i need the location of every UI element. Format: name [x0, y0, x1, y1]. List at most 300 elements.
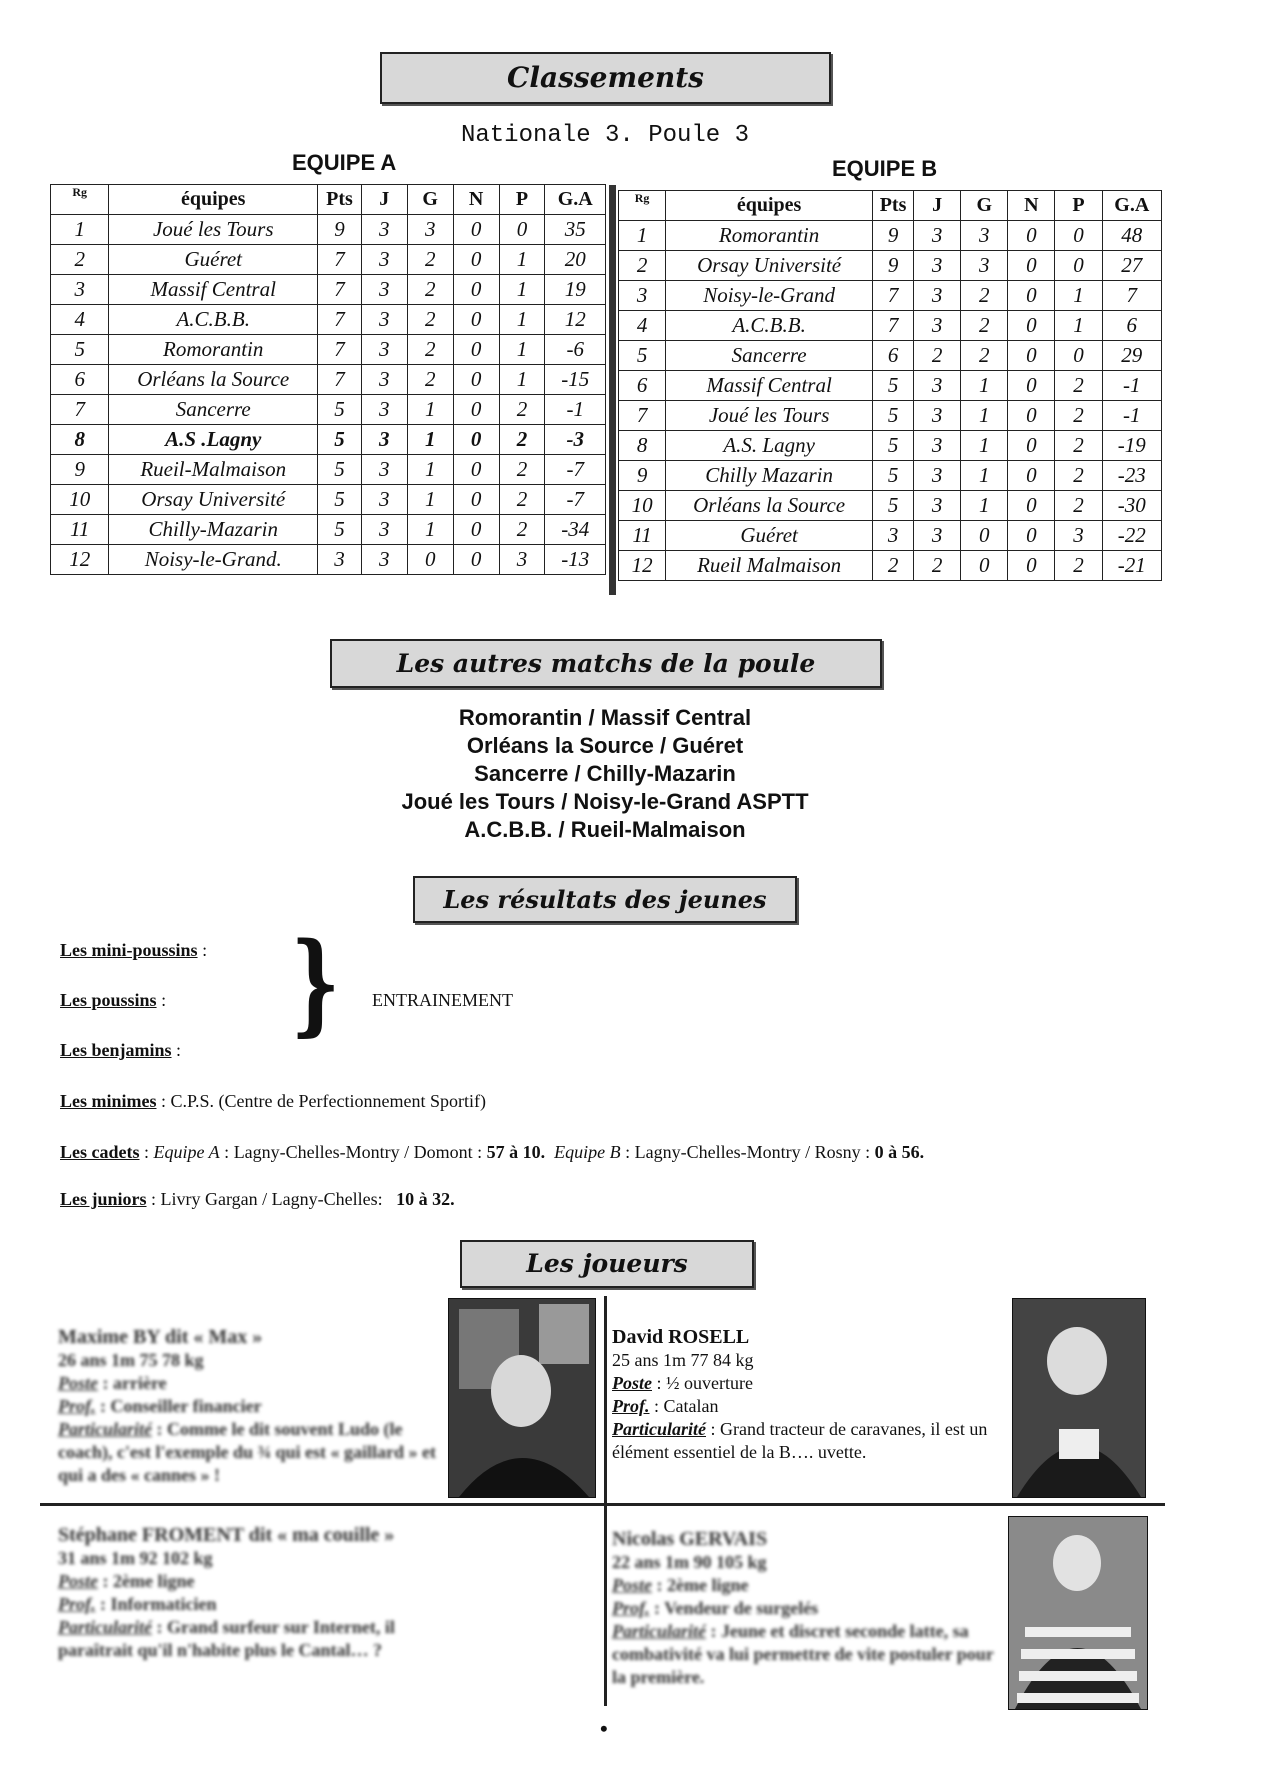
table-cell: 0 [1008, 221, 1055, 251]
table-cell: 3 [361, 545, 407, 575]
table-cell: 2 [619, 251, 666, 281]
table-cell: 8 [51, 425, 109, 455]
table-cell: 2 [407, 305, 453, 335]
table-cell: 2 [1055, 461, 1102, 491]
benjamins-label: Les benjamins [60, 1040, 172, 1060]
table-header-row [51, 185, 606, 215]
table-cell: 3 [499, 545, 545, 575]
table-cell: 0 [1055, 341, 1102, 371]
table-cell: 5 [318, 485, 362, 515]
minimes-row: Les minimes : C.P.S. (Centre de Perfectionnement Sportif) [60, 1091, 486, 1111]
table-cell: 1 [499, 305, 545, 335]
table-cell: 0 [453, 215, 499, 245]
joueurs-title: Les joueurs [526, 1249, 688, 1278]
table-cell: 5 [318, 395, 362, 425]
table-cell: 2 [407, 365, 453, 395]
column-header: J [914, 191, 961, 221]
table-row [51, 455, 606, 485]
table-row [619, 431, 1162, 461]
table-row [619, 341, 1162, 371]
table-cell: 7 [318, 305, 362, 335]
table-cell: Noisy-le-Grand. [109, 545, 318, 575]
mini-poussins-label: Les mini-poussins [60, 940, 198, 960]
prof-label: Prof. [612, 1598, 650, 1618]
table-cell: 2 [499, 515, 545, 545]
table-cell: 0 [453, 425, 499, 455]
table-cell: 2 [407, 275, 453, 305]
table-cell: -13 [545, 545, 606, 575]
table-cell: -7 [545, 455, 606, 485]
table-cell: A.S .Lagny [109, 425, 318, 455]
column-header: G [407, 185, 453, 215]
player-particularite: Jeune et discret seconde latte, sa combativité va lui permettre de vite postuler pour la première. [612, 1621, 994, 1687]
table-cell: 1 [1055, 311, 1102, 341]
minimes-text: C.P.S. (Centre de Perfectionnement Sportif) [170, 1091, 486, 1111]
table-cell: 9 [318, 215, 362, 245]
table-cell: 3 [361, 485, 407, 515]
table-cell: 0 [453, 455, 499, 485]
table-cell: 3 [961, 221, 1008, 251]
table-cell: 2 [499, 425, 545, 455]
table-cell: 0 [453, 515, 499, 545]
table-cell: Sancerre [666, 341, 873, 371]
poussins-row: Les poussins : [60, 990, 167, 1010]
joueurs-banner [460, 1240, 754, 1288]
poste-label: Poste [58, 1571, 98, 1591]
table-row [619, 281, 1162, 311]
table-cell: Orsay Université [109, 485, 318, 515]
player-particularite: Comme le dit souvent Ludo (le coach), c'est l'exemple du ¾ qui est « gaillard » et qui a des « cannes » ! [58, 1419, 436, 1485]
player-poste: 2ème ligne [667, 1575, 749, 1595]
table-cell: 35 [545, 215, 606, 245]
player-photo-4-drawing [1009, 1517, 1147, 1709]
table-cell: 0 [1055, 221, 1102, 251]
table-cell: Joué les Tours [109, 215, 318, 245]
table-cell: 1 [407, 515, 453, 545]
table-cell: 5 [873, 461, 914, 491]
player-prof: Vendeur de surgelés [664, 1598, 819, 1618]
table-cell: Guéret [109, 245, 318, 275]
table-cell: 1 [1055, 281, 1102, 311]
table-row [619, 551, 1162, 581]
table-header-row [619, 191, 1162, 221]
table-row [619, 371, 1162, 401]
table-cell: 1 [499, 335, 545, 365]
column-header: G [961, 191, 1008, 221]
table-cell: 1 [961, 491, 1008, 521]
table-cell: 3 [361, 245, 407, 275]
table-cell: 3 [51, 275, 109, 305]
table-row [51, 335, 606, 365]
table-cell: 3 [914, 251, 961, 281]
player-photo-2 [1012, 1298, 1146, 1498]
player-grid-divider-vertical [604, 1296, 607, 1706]
table-cell: Noisy-le-Grand [666, 281, 873, 311]
player-particularite: Grand tracteur de caravanes, il est un élément essentiel de la B…. uvette. [612, 1419, 988, 1462]
table-cell: 6 [51, 365, 109, 395]
table-cell: 7 [318, 365, 362, 395]
autres-matchs-banner [330, 639, 882, 688]
table-cell: -19 [1102, 431, 1161, 461]
column-header: N [1008, 191, 1055, 221]
table-cell: 3 [914, 371, 961, 401]
table-cell: 7 [873, 281, 914, 311]
table-cell: A.S. Lagny [666, 431, 873, 461]
column-header: Pts [873, 191, 914, 221]
juniors-match: Livry Gargan / Lagny-Chelles: [160, 1189, 383, 1209]
table-cell: -34 [545, 515, 606, 545]
table-cell: 2 [407, 245, 453, 275]
column-header: Rg [51, 185, 109, 215]
equipe-b-standings-table [618, 190, 1162, 581]
table-cell: -1 [1102, 401, 1161, 431]
table-cell: 2 [961, 341, 1008, 371]
table-cell: A.C.B.B. [109, 305, 318, 335]
table-cell: 1 [51, 215, 109, 245]
juniors-row: Les juniors : Livry Gargan / Lagny-Chelles: 10 à 32. [60, 1189, 455, 1209]
table-cell: -6 [545, 335, 606, 365]
column-header: J [361, 185, 407, 215]
table-row [51, 305, 606, 335]
entrainement-text: ENTRAINEMENT [372, 990, 513, 1010]
table-cell: 8 [619, 431, 666, 461]
table-cell: 0 [1008, 521, 1055, 551]
particularite-label: Particularité [58, 1617, 152, 1637]
table-cell: 3 [361, 215, 407, 245]
table-cell: 2 [1055, 431, 1102, 461]
table-cell: 3 [361, 425, 407, 455]
prof-label: Prof. [612, 1396, 650, 1416]
player-particularite: Grand surfeur sur Internet, il paraîtrait qu'il n'habite plus le Cantal… ? [58, 1617, 395, 1660]
table-cell: -1 [1102, 371, 1161, 401]
table-cell: 9 [51, 455, 109, 485]
table-cell: 0 [453, 395, 499, 425]
table-cell: Joué les Tours [666, 401, 873, 431]
table-cell: -22 [1102, 521, 1161, 551]
table-cell: 2 [1055, 551, 1102, 581]
table-cell: -23 [1102, 461, 1161, 491]
page-mark: • [600, 1716, 608, 1741]
table-cell: -7 [545, 485, 606, 515]
table-cell: 12 [51, 545, 109, 575]
cadets-b-score: 0 à 56. [874, 1142, 925, 1162]
table-cell: 3 [361, 305, 407, 335]
player-card-3: Stéphane FROMENT dit « ma couille » 31 ans 1m 92 102 kg Poste : 2ème ligne Prof. : Informaticien Particularité : Grand surfeur sur Internet, il paraîtrait qu'il n'habite plus le Cantal… ? [58, 1524, 448, 1662]
table-separator [609, 185, 616, 595]
table-cell: 3 [361, 395, 407, 425]
table-cell: -1 [545, 395, 606, 425]
table-row [619, 401, 1162, 431]
player-name: Nicolas GERVAIS [612, 1528, 768, 1550]
prof-label: Prof. [58, 1594, 96, 1614]
table-cell: 1 [407, 425, 453, 455]
table-cell: 3 [914, 311, 961, 341]
table-cell: 6 [1102, 311, 1161, 341]
table-cell: 10 [51, 485, 109, 515]
player-poste: arrière [113, 1373, 167, 1393]
table-row [51, 515, 606, 545]
table-row [51, 425, 606, 455]
table-cell: 2 [914, 341, 961, 371]
cadets-row: Les cadets : Equipe A : Lagny-Chelles-Montry / Domont : 57 à 10. Equipe B : Lagny-Chelles-Montry / Rosny : 0 à 56. [60, 1142, 925, 1162]
classements-title: Classements [507, 61, 704, 94]
table-row [51, 485, 606, 515]
column-header: équipes [109, 185, 318, 215]
table-cell: 3 [914, 431, 961, 461]
table-cell: -30 [1102, 491, 1161, 521]
column-header: G.A [1102, 191, 1161, 221]
equipe-b-label: EQUIPE B [832, 156, 938, 181]
table-cell: 2 [1055, 371, 1102, 401]
cadets-b-label: Equipe B [554, 1142, 621, 1162]
player-stats: 31 ans 1m 92 102 kg [58, 1548, 213, 1568]
table-cell: 0 [1008, 281, 1055, 311]
table-cell: 1 [961, 401, 1008, 431]
table-row [51, 245, 606, 275]
table-cell: 9 [873, 221, 914, 251]
table-cell: 5 [873, 491, 914, 521]
table-cell: 0 [1008, 461, 1055, 491]
table-row [51, 275, 606, 305]
table-cell: 0 [1008, 311, 1055, 341]
table-cell: 0 [961, 551, 1008, 581]
column-header: équipes [666, 191, 873, 221]
benjamins-row: Les benjamins : [60, 1040, 182, 1060]
table-cell: 3 [361, 365, 407, 395]
player-prof: Conseiller financier [110, 1396, 262, 1416]
prof-label: Prof. [58, 1396, 96, 1416]
table-row [619, 521, 1162, 551]
particularite-label: Particularité [58, 1419, 152, 1439]
table-cell: 3 [914, 491, 961, 521]
table-cell: 2 [51, 245, 109, 275]
table-cell: 1 [499, 275, 545, 305]
cadets-a-match: Lagny-Chelles-Montry / Domont : [233, 1142, 483, 1162]
table-cell: 3 [361, 335, 407, 365]
player-card-1: Maxime BY dit « Max » 26 ans 1m 75 78 kg Poste : arrière Prof. : Conseiller financier Particularité : Comme le dit souvent Ludo (le coach), c'est l'exemple du ¾ qui est « gaillard » et qui a des « cannes » ! [58, 1326, 448, 1487]
table-cell: 5 [873, 401, 914, 431]
table-cell: 0 [961, 521, 1008, 551]
table-cell: 9 [619, 461, 666, 491]
table-cell: 0 [1008, 491, 1055, 521]
autres-matchs-title: Les autres matchs de la poule [396, 649, 816, 678]
table-row [51, 215, 606, 245]
table-cell: -3 [545, 425, 606, 455]
table-cell: 3 [1055, 521, 1102, 551]
table-cell: 5 [318, 515, 362, 545]
table-cell: -21 [1102, 551, 1161, 581]
table-cell: 27 [1102, 251, 1161, 281]
table-cell: 2 [1055, 491, 1102, 521]
table-cell: 2 [499, 395, 545, 425]
column-header: P [499, 185, 545, 215]
table-cell: 7 [318, 335, 362, 365]
table-cell: Orléans la Source [109, 365, 318, 395]
table-cell: 2 [873, 551, 914, 581]
table-cell: 3 [361, 455, 407, 485]
table-cell: 3 [361, 275, 407, 305]
table-cell: Chilly Mazarin [666, 461, 873, 491]
particularite-label: Particularité [612, 1419, 706, 1439]
table-cell: 3 [914, 461, 961, 491]
cadets-a-label: Equipe A [153, 1142, 220, 1162]
table-cell: 5 [318, 455, 362, 485]
table-cell: Rueil Malmaison [666, 551, 873, 581]
table-cell: 3 [873, 521, 914, 551]
juniors-score: 10 à 32. [396, 1189, 455, 1209]
table-cell: 11 [619, 521, 666, 551]
table-row [51, 395, 606, 425]
table-row [51, 545, 606, 575]
minimes-label: Les minimes [60, 1091, 157, 1111]
table-row [51, 365, 606, 395]
table-cell: 1 [619, 221, 666, 251]
poussins-label: Les poussins [60, 990, 157, 1010]
table-cell: 1 [407, 485, 453, 515]
table-cell: 1 [961, 431, 1008, 461]
table-row [619, 221, 1162, 251]
table-cell: 0 [453, 275, 499, 305]
table-cell: 5 [51, 335, 109, 365]
table-cell: 2 [961, 311, 1008, 341]
table-cell: A.C.B.B. [666, 311, 873, 341]
table-cell: 7 [51, 395, 109, 425]
table-cell: 0 [453, 485, 499, 515]
table-cell: 3 [361, 515, 407, 545]
column-header: P [1055, 191, 1102, 221]
table-cell: Massif Central [666, 371, 873, 401]
table-cell: 0 [1008, 371, 1055, 401]
player-name: David ROSELL [612, 1326, 750, 1348]
table-cell: 3 [914, 521, 961, 551]
table-cell: 0 [453, 245, 499, 275]
table-cell: 19 [545, 275, 606, 305]
table-cell: 0 [453, 305, 499, 335]
cadets-a-score: 57 à 10. [486, 1142, 546, 1162]
table-cell: 7 [318, 245, 362, 275]
table-cell: 0 [1008, 551, 1055, 581]
match-item: Joué les Tours / Noisy-le-Grand ASPTT [401, 789, 809, 814]
table-cell: Orsay Université [666, 251, 873, 281]
table-cell: 3 [914, 401, 961, 431]
table-cell: 1 [407, 395, 453, 425]
table-cell: 2 [499, 455, 545, 485]
table-cell: 7 [619, 401, 666, 431]
table-cell: 5 [873, 371, 914, 401]
equipe-a-label: EQUIPE A [292, 150, 397, 175]
player-prof: Catalan [663, 1396, 719, 1416]
table-cell: 10 [619, 491, 666, 521]
league-subtitle: Nationale 3. Poule 3 [460, 122, 750, 149]
table-cell: 48 [1102, 221, 1161, 251]
poste-label: Poste [612, 1373, 652, 1393]
table-cell: -15 [545, 365, 606, 395]
right-brace-icon: } [290, 918, 341, 1047]
table-cell: Guéret [666, 521, 873, 551]
player-grid-divider-horizontal [40, 1503, 1165, 1506]
cadets-label: Les cadets [60, 1142, 140, 1162]
column-header: Pts [318, 185, 362, 215]
table-cell: 7 [873, 311, 914, 341]
classements-banner [380, 52, 831, 104]
table-cell: 3 [914, 281, 961, 311]
table-cell: Rueil-Malmaison [109, 455, 318, 485]
table-cell: 0 [499, 215, 545, 245]
particularite-label: Particularité [612, 1621, 706, 1641]
table-cell: 9 [873, 251, 914, 281]
table-cell: 2 [1055, 401, 1102, 431]
player-photo-1-drawing [449, 1299, 595, 1497]
table-cell: 1 [961, 371, 1008, 401]
match-item: Orléans la Source / Guéret [466, 733, 744, 758]
table-cell: 1 [499, 245, 545, 275]
table-cell: 0 [1008, 341, 1055, 371]
table-row [619, 461, 1162, 491]
equipe-a-standings-table [50, 184, 606, 575]
table-cell: 0 [1008, 401, 1055, 431]
column-header: G.A [545, 185, 606, 215]
table-cell: Romorantin [109, 335, 318, 365]
table-cell: Orléans la Source [666, 491, 873, 521]
table-cell: 12 [619, 551, 666, 581]
player-name: Stéphane FROMENT dit « ma couille » [58, 1524, 395, 1546]
table-cell: 3 [318, 545, 362, 575]
player-poste: ½ ouverture [666, 1373, 753, 1393]
table-cell: Chilly-Mazarin [109, 515, 318, 545]
table-cell: 29 [1102, 341, 1161, 371]
table-cell: 2 [961, 281, 1008, 311]
autres-matchs-list [0, 704, 1210, 844]
jeunes-title: Les résultats des jeunes [443, 885, 767, 914]
table-cell: 6 [619, 371, 666, 401]
table-cell: 1 [961, 461, 1008, 491]
table-cell: 4 [619, 311, 666, 341]
table-cell: 0 [1008, 251, 1055, 281]
table-cell: Sancerre [109, 395, 318, 425]
table-cell: 3 [961, 251, 1008, 281]
table-cell: 1 [407, 455, 453, 485]
table-cell: 12 [545, 305, 606, 335]
column-header: N [453, 185, 499, 215]
table-cell: 2 [499, 485, 545, 515]
table-cell: Massif Central [109, 275, 318, 305]
jeunes-banner [413, 876, 797, 923]
cadets-b-match: Lagny-Chelles-Montry / Rosny : [634, 1142, 871, 1162]
table-cell: 0 [453, 335, 499, 365]
table-cell: 3 [407, 215, 453, 245]
table-cell: 3 [619, 281, 666, 311]
player-photo-1 [448, 1298, 596, 1498]
table-cell: 7 [318, 275, 362, 305]
table-cell: 2 [914, 551, 961, 581]
player-stats: 26 ans 1m 75 78 kg [58, 1350, 204, 1370]
poste-label: Poste [612, 1575, 652, 1595]
player-photo-4 [1008, 1516, 1148, 1710]
player-prof: Informaticien [110, 1594, 217, 1614]
table-row [619, 491, 1162, 521]
table-row [619, 311, 1162, 341]
table-cell: 0 [453, 545, 499, 575]
player-card-2: David ROSELL 25 ans 1m 77 84 kg Poste : ½ ouverture Prof. : Catalan Particularité : Grand tracteur de caravanes, il est un élément essentiel de la B…. uvette. [612, 1326, 992, 1464]
player-name: Maxime BY dit « Max » [58, 1326, 263, 1348]
table-cell: 3 [914, 221, 961, 251]
table-cell: 5 [873, 431, 914, 461]
table-cell: 0 [1008, 431, 1055, 461]
player-stats: 25 ans 1m 77 84 kg [612, 1350, 754, 1370]
juniors-label: Les juniors [60, 1189, 147, 1209]
table-cell: 0 [1055, 251, 1102, 281]
table-cell: 2 [407, 335, 453, 365]
